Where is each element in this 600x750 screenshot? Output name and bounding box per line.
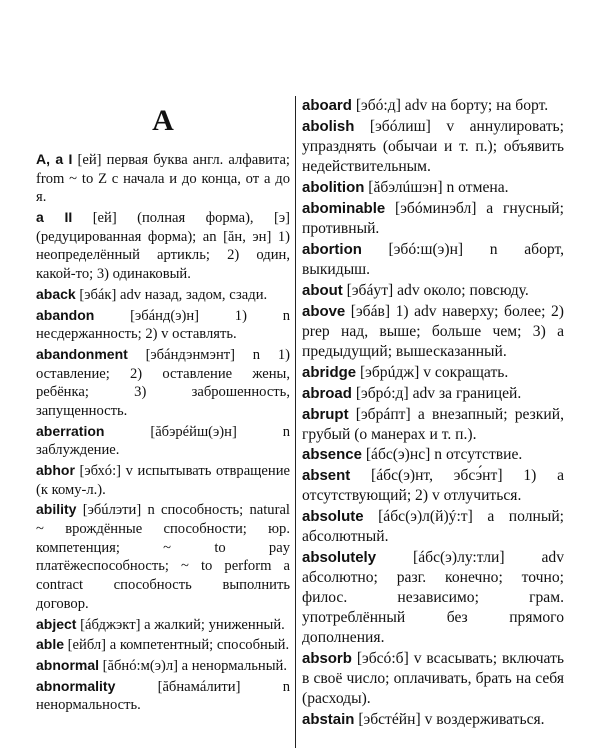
entry-headword: absolute [302,508,364,526]
entry-headword: abstain [302,711,355,729]
entry-headword: abandonment [36,345,128,362]
right-entries [302,96,564,730]
dictionary-entry [36,150,290,207]
dictionary-entry [302,117,564,177]
entry-transcription: [эбрúдж] [359,363,420,381]
entry-transcription: [эбóлиш] [369,117,431,135]
entry-transcription: [áбс(э)нт, эбсэ́нт] [371,467,503,485]
entry-definition: a жалкий; униженный. [144,616,285,633]
entry-definition: n аборт, выкидыш. [302,240,564,278]
entry-transcription: [áбс(э)нс] [365,446,431,464]
entry-headword: absence [302,446,362,464]
entry-transcription: [эбáут] [346,281,394,299]
entry-headword: about [302,281,343,299]
dictionary-entry [302,96,564,116]
entry-transcription: [эбóминэбл] [395,199,477,217]
dictionary-entry [302,178,564,198]
entry-definition: adv около; повсюду. [397,281,529,299]
entry-headword: abrupt [302,405,349,423]
entry-definition: v воздерживаться. [424,711,545,729]
dictionary-entry [36,208,290,284]
section-letter: A [152,104,174,137]
entry-headword: absorb [302,650,352,668]
entry-transcription: [ăбэлúшэн] [368,178,443,196]
entry-definition: adv за границей. [412,384,522,402]
entry-headword: aboard [302,97,352,114]
entry-definition: 1) adv наверху; более; 2) prep над, выше; больше чем; 3) a предыдущий; вышесказанный. [302,302,564,360]
entry-definition: n отмена. [446,178,509,196]
dictionary-entry [36,615,290,635]
entry-definition: n способность; natural ~ врождённые способности; юр. компетенция; ~ to pay платёжеспособность; ~ to perform a contract способность выполнить договор. [36,502,290,612]
dictionary-entry [302,384,564,404]
entry-transcription: [áбс(э)лу:тли] [413,549,505,567]
left-column [36,0,290,716]
entry-definition: adv назад, задом, сзади. [120,286,268,303]
entry-definition: n заблуждение. [36,423,290,459]
left-entries [36,150,290,715]
entry-headword: abolish [302,117,355,135]
entry-headword: ability [36,501,77,518]
entry-transcription: [эбó:ш(э)н] [388,240,464,258]
dictionary-entry [302,710,564,730]
entry-definition: n отсутствие. [434,446,523,464]
entry-headword: abandon [36,306,95,323]
entry-definition: v испытывать отвращение (к кому-л.). [36,463,290,498]
entry-headword: absent [302,467,351,485]
entry-definition: adv абсолютно; разг. конечно; точно; филос. независимо; грам. употреблённый без прямого дополнения. [302,549,564,647]
entry-transcription: [эбрó:д] [355,384,409,402]
entry-transcription: [эбáв] [350,302,391,320]
entry-transcription: [áбс(э)л(й)ý:т] [378,508,473,526]
dictionary-entry [302,199,564,239]
dictionary-entry [36,500,290,613]
entry-definition: (полная форма), [э] (редуцированная форма); an [ăн, эн] 1) неопределённый артикль; 2) один, какой-то; 3) одинаковый. [36,210,290,283]
entry-headword: absolutely [302,549,377,567]
entry-definition: n ненормальность. [36,678,290,714]
entry-headword: abominable [302,199,386,217]
entry-transcription: [эбхó:] [79,463,122,479]
entry-headword: abnormal [36,656,100,673]
dictionary-entry [302,507,564,547]
entry-headword: abolition [302,178,365,196]
section-letter-heading [36,0,290,150]
entry-definition: a внезапный; резкий, грубый (о манерах и т. п.). [302,405,564,443]
entry-headword: abortion [302,240,362,258]
dictionary-entry [302,281,564,301]
column-divider [295,96,296,748]
dictionary-entry [36,461,290,499]
entry-definition: a компетентный; способный. [109,637,290,654]
entry-definition: 1) n несдержанность; 2) v оставлять. [36,307,291,343]
entry-headword: abroad [302,384,352,402]
dictionary-entry [302,548,564,648]
dictionary-entry [36,656,290,676]
entry-transcription: [эбáндэнмэнт] [145,346,235,363]
entry-headword: A, a I [36,151,73,167]
entry-definition: v сокращать. [423,363,509,381]
entry-transcription: [эбáк] [79,286,117,303]
dictionary-entry [36,422,290,460]
entry-definition: n 1) оставление; 2) оставление жены, ребёнка; 3) заброшенность, запущенность. [36,346,291,419]
entry-transcription: [ей] [77,152,102,168]
entry-transcription: [эбó:д] [355,97,401,114]
dictionary-entry [36,345,290,421]
entry-transcription: [эбáнд(э)н] [130,307,200,324]
entry-definition: 1) a отсутствующий; 2) v отлучиться. [302,467,564,505]
dictionary-entry [302,405,564,445]
dictionary-entry [302,240,564,280]
dictionary-entry [302,363,564,383]
entry-definition: a гнусный; противный. [302,199,564,237]
entry-definition: a ненормальный. [181,657,287,674]
entry-headword: above [302,302,346,320]
entry-definition: a полный; абсолютный. [302,508,564,546]
dictionary-entry [302,649,564,709]
entry-transcription: [ăбэрéйш(э)н] [150,423,237,440]
entry-headword: aback [36,285,76,302]
entry-headword: aberration [36,422,105,439]
entry-definition: первая буква англ. алфавита; from ~ to Z с начала и до конца, от а до я. [36,152,290,206]
entry-transcription: [ăбнaмáлити] [157,678,241,695]
entry-definition: v аннулировать; упразднять (обычаи и т. п.); объявить недействительным. [302,117,564,175]
entry-headword: abridge [302,363,357,381]
entry-transcription: [ей] [92,210,117,227]
entry-transcription: [эбрáпт] [355,405,411,423]
entry-transcription: [ейбл] [67,637,107,654]
entry-headword: a II [36,209,73,226]
entry-headword: abhor [36,462,75,478]
dictionary-entry [302,445,564,465]
entry-transcription: [эбúлэти] [82,502,142,519]
entry-definition: adv на борту; на борт. [404,97,549,114]
dictionary-entry [36,677,290,715]
dictionary-entry [302,466,564,506]
dictionary-entry [36,285,290,305]
entry-definition: v всасывать; включать в своё число; оплачивать, брать на себя (расходы). [302,650,565,708]
entry-transcription: [áбджэкт] [80,616,141,633]
entry-headword: able [36,636,65,653]
entry-headword: abnormality [36,677,116,694]
entry-transcription: [ăбнó:м(э)л] [102,657,178,674]
dictionary-entry [302,302,564,362]
right-column [302,0,564,731]
dictionary-entry [36,635,290,655]
entry-headword: abject [36,615,77,632]
dictionary-entry [36,306,290,344]
entry-transcription: [эбсó:б] [356,650,409,668]
entry-transcription: [эбстéйн] [358,711,421,729]
